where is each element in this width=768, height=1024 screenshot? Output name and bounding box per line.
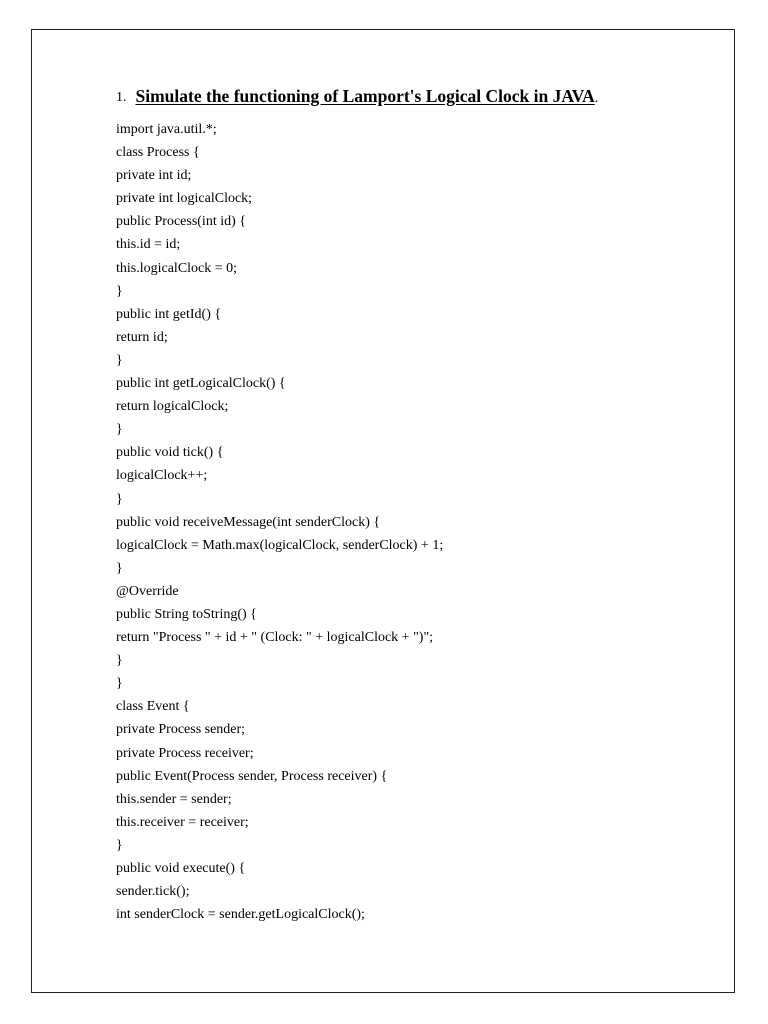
code-line: } [116,653,123,669]
code-line: return "Process " + id + " (Clock: " + logicalClock + ")"; [116,630,434,646]
code-line: logicalClock = Math.max(logicalClock, senderClock) + 1; [116,537,444,553]
code-line: } [116,422,123,438]
code-line: return id; [116,329,168,345]
code-line: public int getId() { [116,306,222,322]
code-line: public int getLogicalClock() { [116,376,286,392]
code-line: this.receiver = receiver; [116,814,249,830]
code-line: private Process sender; [116,722,246,738]
code-listing [116,118,443,926]
code-line: } [116,283,123,299]
code-line: sender.tick(); [116,884,190,900]
code-line: public void execute() { [116,861,246,876]
code-line: private int logicalClock; [116,191,253,207]
code-line: public String toString() { [116,606,257,622]
code-line: public Process(int id) { [116,214,246,230]
code-line: this.logicalClock = 0; [116,260,238,276]
code-line: logicalClock++; [116,468,208,484]
code-line: } [116,491,123,507]
code-line: } [116,676,123,692]
code-line: import java.util.*; [116,122,217,137]
code-line: private int id; [116,168,192,184]
code-line: } [116,560,123,576]
section-heading [116,86,598,107]
code-line: public void tick() { [116,445,224,461]
code-line: } [116,837,123,853]
heading-title: Simulate the functioning of Lamport's Logical Clock in JAVA [135,86,595,106]
code-line: this.sender = sender; [116,791,232,807]
code-line: public Event(Process sender, Process receiver) { [116,768,388,784]
code-line: int senderClock = sender.getLogicalClock(); [116,907,365,923]
code-line: public void receiveMessage(int senderClock) { [116,514,381,530]
code-line: this.id = id; [116,237,181,253]
code-line: return logicalClock; [116,399,229,415]
heading-number: 1. [116,90,127,105]
code-line: class Process { [116,145,200,161]
code-line: @Override [116,583,179,599]
code-line: private Process receiver; [116,745,254,761]
code-line: } [116,352,123,368]
code-line: class Event { [116,699,190,715]
heading-trailing-period: . [594,91,599,106]
